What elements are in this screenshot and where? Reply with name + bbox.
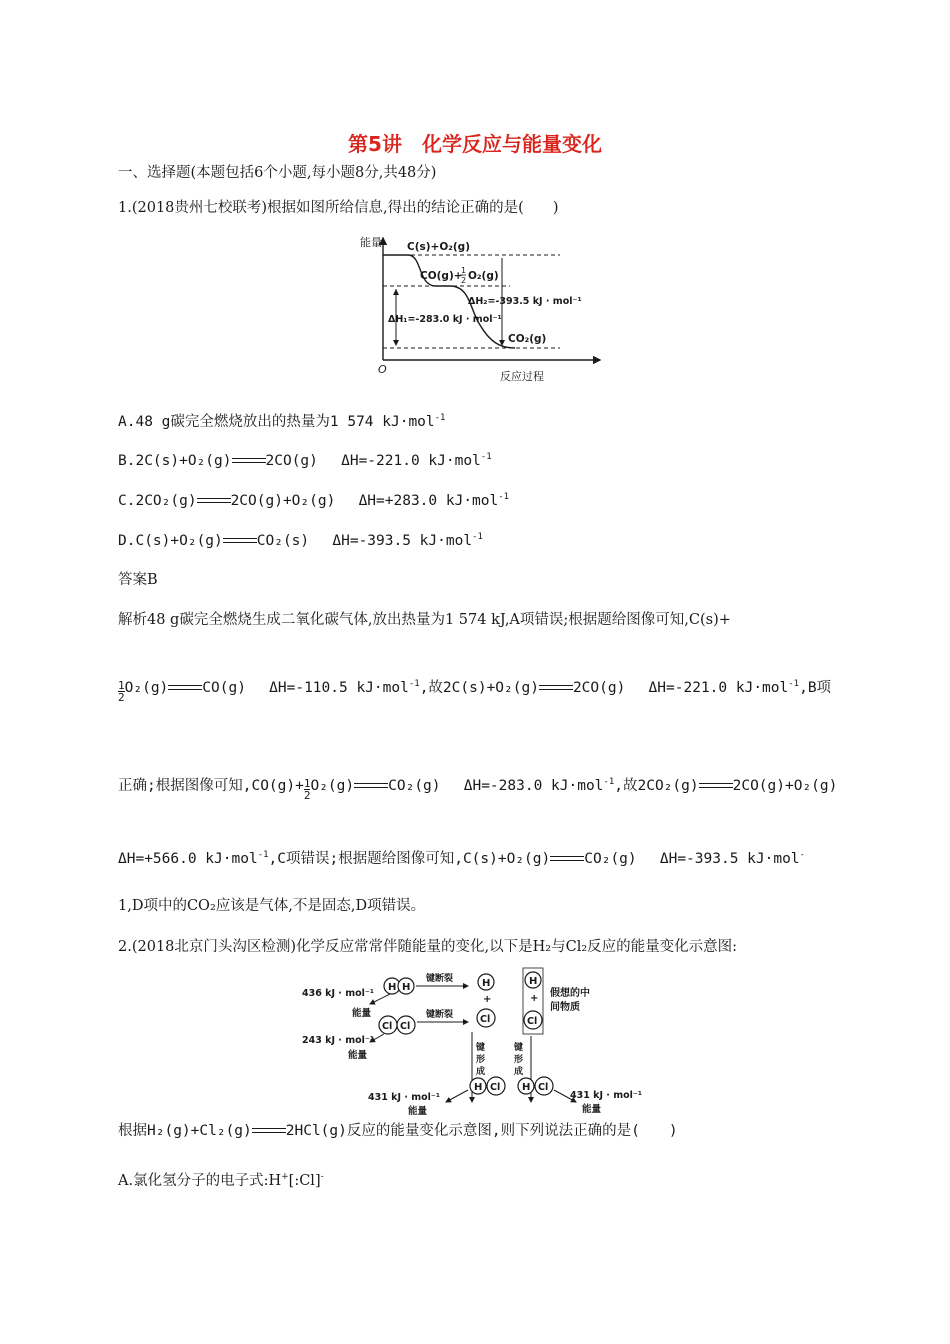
x-axis-label: 反应过程: [500, 370, 544, 383]
bond-form-1-c: 成: [476, 1067, 486, 1077]
option-1c: C.2CO₂(g) 2CO(g)+O₂(g) ΔH=+283.0 kJ·mol$^{-1}$: [118, 492, 510, 509]
explanation-line-3: 正确;根据图像可知,CO(g)+ $\frac{1}{2}$ O₂(g) CO₂(g) ΔH=-283.0 kJ·mol$^{-1}$,故2CO₂(g) 2CO(g)+O₂(g): [118, 777, 838, 802]
energy-level-diagram: [360, 230, 620, 385]
bond-form-2-a: 键: [514, 1043, 524, 1053]
level-co-half-den: 2: [461, 276, 467, 285]
h-atom-3: H: [482, 978, 491, 989]
delta-h2: ΔH₂=-393.5 kJ · mol⁻¹: [468, 296, 582, 307]
bond-form-2-b: 形: [514, 1055, 524, 1065]
delta-h1: ΔH₁=-283.0 kJ · mol⁻¹: [388, 314, 502, 325]
hcl-1-h: H: [474, 1082, 483, 1093]
bond-energy-diagram: [300, 966, 660, 1116]
hcl-1-cl: Cl: [490, 1082, 501, 1093]
page-title: 第5讲 化学反应与能量变化: [348, 132, 602, 156]
answer-1: 答案B: [118, 572, 158, 588]
svg-text:+: +: [483, 994, 492, 1005]
energy-label-3: 能量: [408, 1106, 428, 1116]
energy-label-1: 能量: [352, 1008, 372, 1019]
level-co-half-num: 1: [461, 266, 467, 275]
origin-label: O: [378, 363, 387, 376]
option-2a: A.氯化氢分子的电子式:H+[:Cl]-: [118, 1172, 324, 1189]
energy-436: 436 kJ · mol⁻¹: [302, 988, 375, 999]
question-1-stem: 1.(2018贵州七校联考)根据如图所给信息,得出的结论正确的是( ): [118, 200, 559, 216]
cl-atom-4: Cl: [527, 1016, 538, 1027]
y-axis-label: 能量: [360, 236, 382, 249]
energy-label-4: 能量: [582, 1104, 602, 1115]
bond-form-1-a: 键: [476, 1043, 486, 1053]
energy-431-left: 431 kJ · mol⁻¹: [368, 1092, 441, 1103]
explanation-line-2: $\frac{1}{2}$ O₂(g) CO(g) ΔH=-110.5 kJ·mol$^{-1}$,故2C(s)+O₂(g) 2CO(g) ΔH=-221.0 kJ·mol$^{-1}$,B项: [118, 679, 832, 704]
explanation-line-5: 1,D项中的CO₂应该是气体,不是固态,D项错误。: [118, 898, 426, 914]
explanation-line-1: 解析48 g碳完全燃烧生成二氧化碳气体,放出热量为1 574 kJ,A项错误;根据题给图像可知,C(s)+: [118, 612, 731, 628]
hcl-2-cl: Cl: [538, 1082, 549, 1093]
question-2-stem-2: 根据H₂(g)+Cl₂(g) 2HCl(g)反应的能量变化示意图,则下列说法正确的是( ): [118, 1123, 678, 1139]
energy-label-2: 能量: [348, 1050, 368, 1061]
bond-break-2: 键断裂: [426, 1010, 454, 1020]
question-2-stem: 2.(2018北京门头沟区检测)化学反应常常伴随能量的变化,以下是H₂与Cl₂反应的能量变化示意图:: [118, 939, 738, 955]
explanation-line-4: ΔH=+566.0 kJ·mol$^{-1}$,C项错误;根据题给图像可知,C(s)+O₂(g) CO₂(g) ΔH=-393.5 kJ·mol-: [118, 850, 805, 867]
cl-atom-1: Cl: [382, 1021, 393, 1032]
cl-atom-2: Cl: [400, 1021, 411, 1032]
section-heading: 一、选择题(本题包括6个小题,每小题8分,共48分): [118, 165, 437, 181]
bond-break-1: 键断裂: [426, 974, 454, 984]
bond-form-2-c: 成: [514, 1067, 524, 1077]
h-atom-4: H: [529, 976, 538, 987]
cl-atom-3: Cl: [480, 1014, 491, 1025]
option-1b: B.2C(s)+O₂(g) 2CO(g) ΔH=-221.0 kJ·mol$^{-1}$: [118, 452, 492, 469]
level-co-a: CO(g)+: [420, 270, 463, 282]
bond-form-1-b: 形: [476, 1055, 486, 1065]
level-co-b: O₂(g): [468, 270, 499, 282]
h-atom-1: H: [388, 982, 397, 993]
h-atom-2: H: [402, 982, 411, 993]
level-reactants: C(s)+O₂(g): [407, 241, 470, 253]
hypothetical-2: 间物质: [550, 1002, 580, 1013]
hypothetical-1: 假想的中: [550, 988, 590, 999]
energy-243: 243 kJ · mol⁻¹: [302, 1035, 375, 1046]
option-1a: A.48 g碳完全燃烧放出的热量为1 574 kJ·mol$^{-1}$: [118, 413, 446, 430]
option-1d: D.C(s)+O₂(g) CO₂(s) ΔH=-393.5 kJ·mol$^{-1}$: [118, 532, 483, 549]
energy-431-right: 431 kJ · mol⁻¹: [570, 1090, 643, 1101]
svg-text:+: +: [530, 993, 539, 1004]
level-co2: CO₂(g): [508, 333, 547, 345]
hcl-2-h: H: [522, 1082, 531, 1093]
